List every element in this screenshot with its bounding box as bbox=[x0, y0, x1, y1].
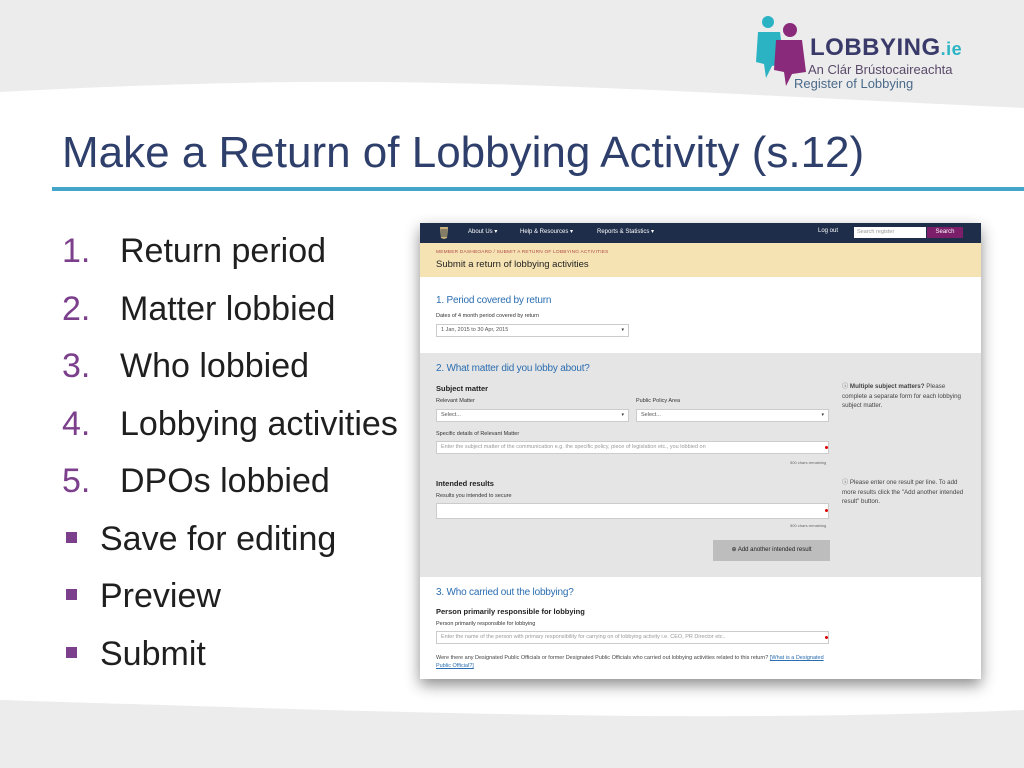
plus-circle-icon: ⊕ bbox=[731, 547, 738, 553]
list-number: 3. bbox=[62, 347, 91, 385]
relevant-matter-value: Select... bbox=[441, 412, 461, 418]
results-input[interactable] bbox=[436, 503, 829, 519]
period-select[interactable] bbox=[436, 324, 629, 337]
list-label: Who lobbied bbox=[120, 347, 310, 385]
page-title: Submit a return of lobbying activities bbox=[436, 259, 589, 270]
list-number: 4. bbox=[62, 404, 91, 443]
list-number: 1. bbox=[62, 232, 91, 270]
note-text: Please complete a separate form for each lobbying subject matter. bbox=[842, 383, 962, 409]
site-nav-bar bbox=[420, 223, 981, 243]
person-input[interactable]: Enter the name of the person with primary responsibility for carrying on of lobbying activity i.e. CEO, PR Director etc.. bbox=[436, 631, 829, 644]
website-screenshot bbox=[420, 223, 981, 679]
logo-subtitle-english: Register of Lobbying bbox=[794, 76, 914, 91]
title-underline bbox=[52, 187, 1024, 191]
nav-about[interactable]: About Us ▾ bbox=[468, 229, 498, 235]
specific-details-label: Specific details of Relevant Matter bbox=[436, 431, 520, 437]
logo-wordmark: LOBBYING.ie bbox=[810, 34, 963, 61]
breadcrumb[interactable]: MEMBER DASHBOARD / SUBMIT A RETURN OF LOBBYING ACTIVITIES bbox=[436, 250, 609, 255]
period-value: 1 Jan, 2015 to 30 Apr, 2015 bbox=[441, 327, 509, 333]
person-label: Person primarily responsible for lobbying bbox=[436, 621, 536, 627]
square-bullet-icon bbox=[66, 647, 77, 658]
nav-logout[interactable]: Log out bbox=[818, 228, 839, 234]
relevant-matter-label: Relevant Matter bbox=[436, 398, 475, 404]
dropdown-arrow-icon: ▾ bbox=[821, 412, 824, 418]
info-icon: ⓘ bbox=[842, 479, 850, 486]
search-button[interactable]: Search bbox=[927, 227, 963, 238]
square-bullet-icon bbox=[66, 532, 77, 543]
list-label: Preview bbox=[100, 577, 221, 615]
list-label: Submit bbox=[100, 634, 206, 673]
dropdown-arrow-icon: ▾ bbox=[621, 327, 624, 333]
search-input[interactable]: Search register bbox=[854, 227, 926, 238]
list-label: Save for editing bbox=[100, 519, 337, 558]
subject-matter-heading: Subject matter bbox=[436, 384, 489, 393]
multiple-subjects-note bbox=[842, 382, 962, 411]
specific-details-input[interactable]: Enter the subject matter of the communication e.g. the specific policy, piece of legislation etc., you lobbied on bbox=[436, 441, 829, 454]
required-marker-icon bbox=[825, 636, 828, 639]
harp-logo-icon bbox=[438, 226, 450, 240]
person-heading: Person primarily responsible for lobbying bbox=[436, 607, 585, 616]
list-number: 2. bbox=[62, 289, 91, 328]
dpo-question-text: Were there any Designated Public Officials or former Designated Public Officials who carried out lobbying activities related to this return? bbox=[436, 655, 769, 661]
list-label: Lobbying activities bbox=[120, 404, 398, 443]
list-number: 5. bbox=[62, 462, 91, 500]
section-2-heading: 2. What matter did you lobby about? bbox=[436, 363, 590, 374]
square-bullet-icon bbox=[66, 589, 77, 600]
results-label: Results you intended to secure bbox=[436, 493, 512, 499]
lobbying-logo bbox=[752, 14, 1012, 94]
note-text: Please enter one result per line. To add more results click the "Add another intended result" button. bbox=[842, 479, 964, 505]
nav-help[interactable]: Help & Resources ▾ bbox=[520, 229, 574, 235]
relevant-matter-select[interactable] bbox=[436, 409, 629, 422]
page-header bbox=[420, 243, 981, 277]
info-icon: ⓘ bbox=[842, 383, 850, 390]
list-label: Matter lobbied bbox=[120, 289, 336, 328]
policy-area-value: Select... bbox=[641, 412, 661, 418]
add-intended-result-button[interactable] bbox=[713, 540, 830, 561]
policy-area-label: Public Policy Area bbox=[636, 398, 681, 404]
required-marker-icon bbox=[825, 509, 828, 512]
intended-results-heading: Intended results bbox=[436, 479, 494, 488]
dropdown-arrow-icon: ▾ bbox=[621, 412, 624, 418]
chars-remaining: 500 chars remaining bbox=[790, 523, 827, 528]
chars-remaining: 500 chars remaining bbox=[790, 460, 827, 465]
list-label: Return period bbox=[120, 232, 327, 270]
dpo-question bbox=[436, 654, 826, 670]
nav-reports[interactable]: Reports & Statistics ▾ bbox=[597, 229, 655, 235]
section-1-heading: 1. Period covered by return bbox=[436, 295, 552, 306]
slide-title: Make a Return of Lobbying Activity (s.12) bbox=[62, 128, 865, 177]
logo-subtitle-irish: An Clár Brústocaireachta bbox=[808, 62, 953, 77]
section-3-heading: 3. Who carried out the lobbying? bbox=[436, 587, 574, 598]
list-label: DPOs lobbied bbox=[120, 462, 330, 500]
policy-area-select[interactable] bbox=[636, 409, 829, 422]
period-label: Dates of 4 month period covered by return bbox=[436, 313, 540, 319]
required-marker-icon bbox=[825, 446, 828, 449]
dpo-help-link[interactable]: [What is a Designated Public Official?] bbox=[436, 655, 824, 669]
note-title: Multiple subject matters? bbox=[849, 383, 925, 390]
intended-results-note bbox=[842, 478, 964, 507]
add-button-label: Add another intended result bbox=[737, 547, 812, 553]
